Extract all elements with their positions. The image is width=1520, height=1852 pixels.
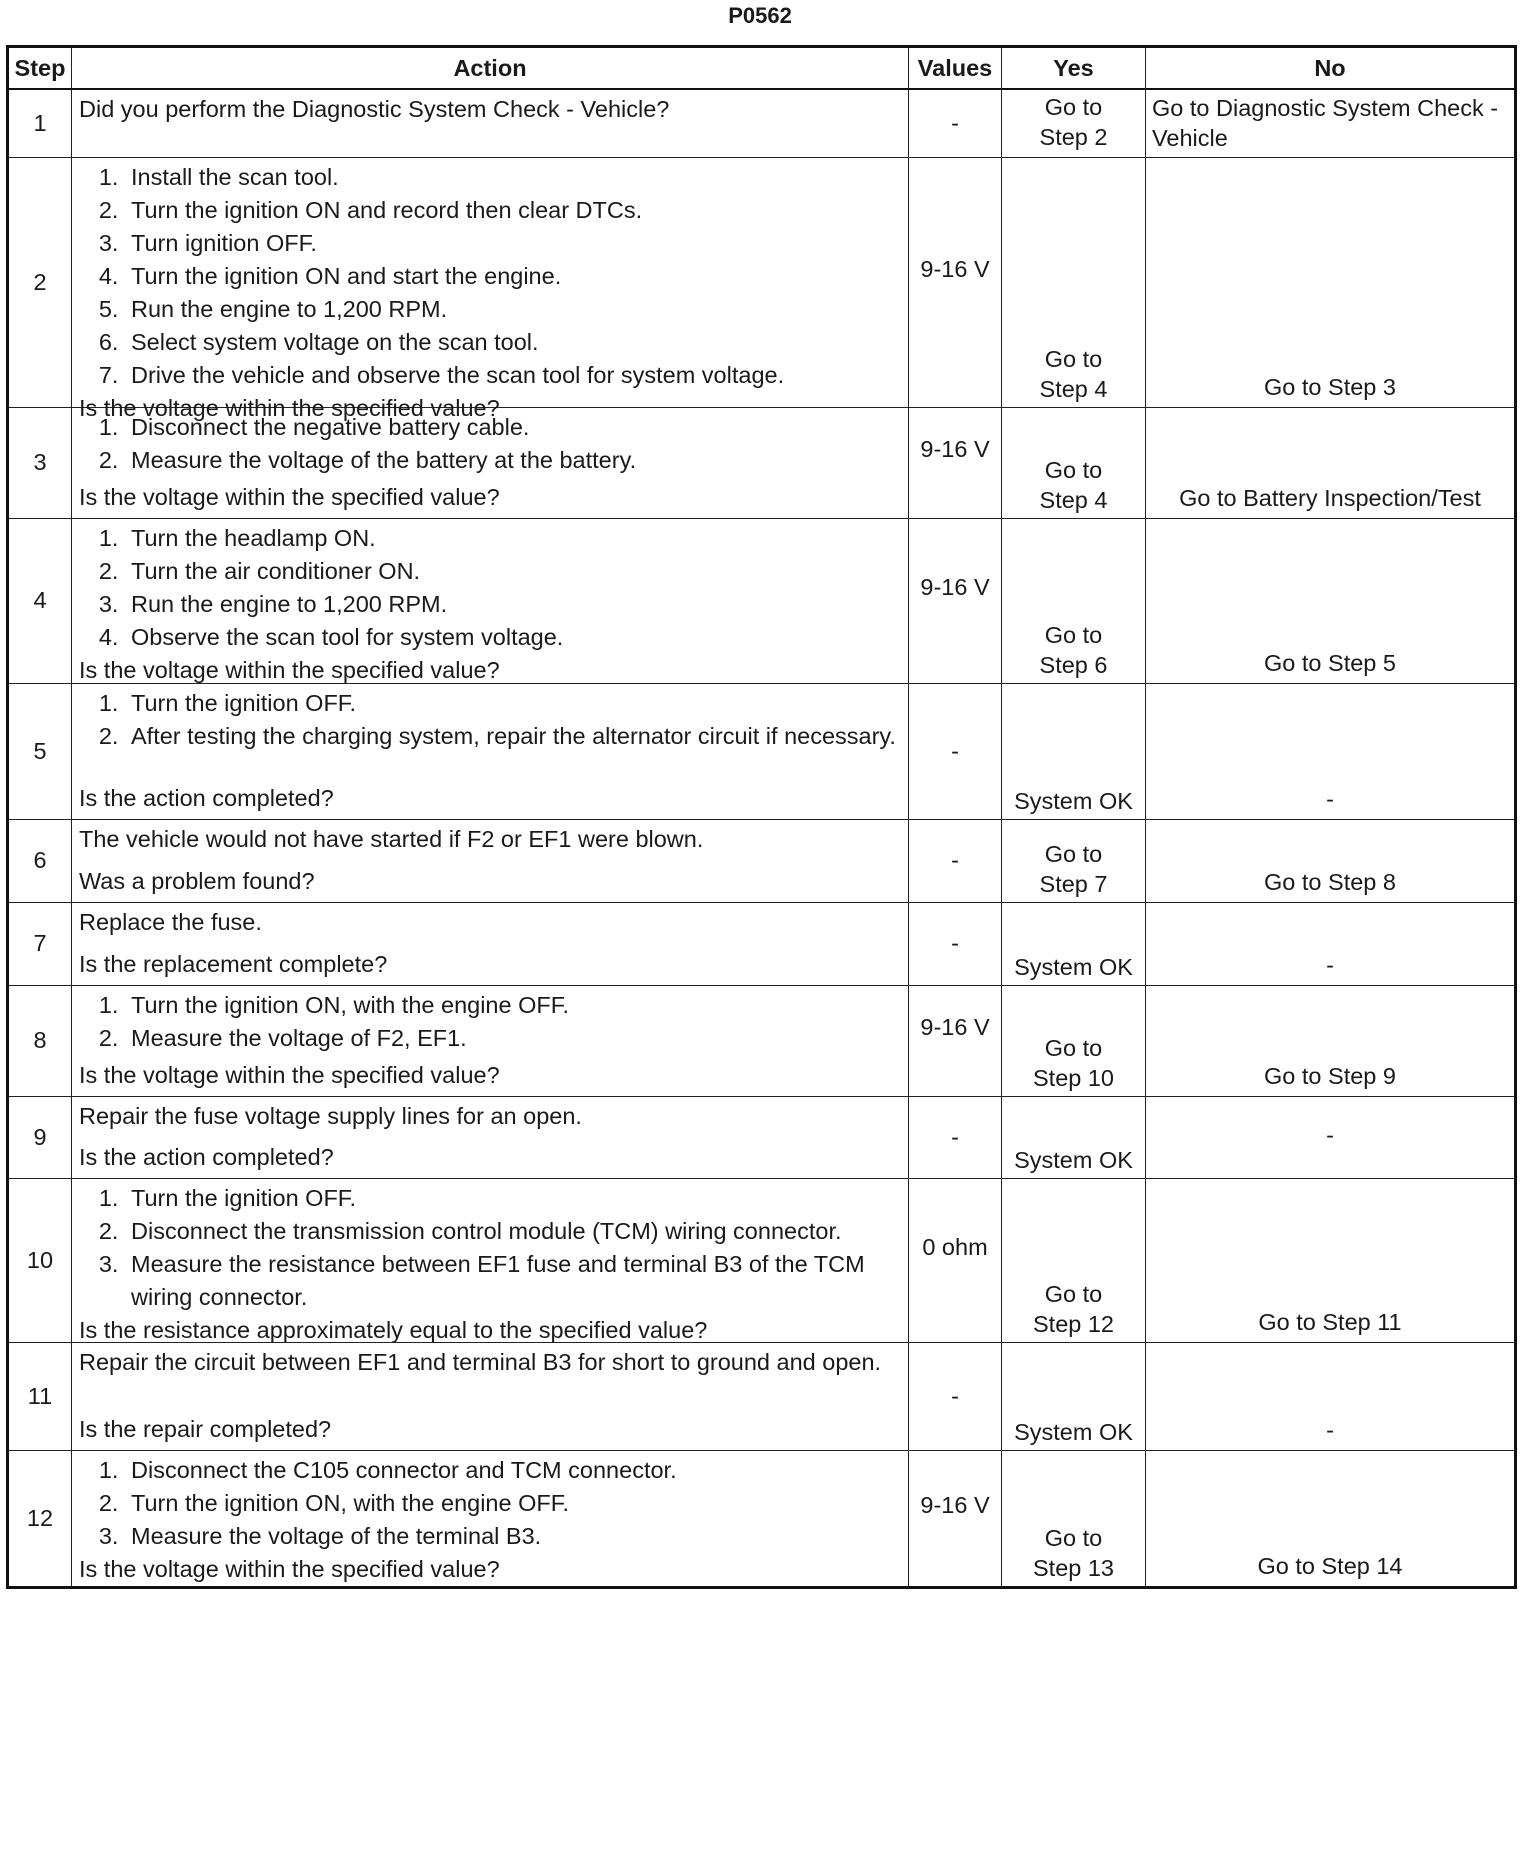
action-steps-list bbox=[79, 522, 900, 654]
yes-cell bbox=[1002, 518, 1146, 683]
action-question: Is the voltage within the specified value? bbox=[79, 1061, 500, 1088]
action-instructions bbox=[79, 906, 900, 939]
step-number: 9 bbox=[8, 1096, 72, 1178]
action-steps-list bbox=[79, 1182, 900, 1314]
action-instructions bbox=[79, 1346, 900, 1379]
step-number: 1 bbox=[8, 89, 72, 157]
value-cell: 9-16 V bbox=[909, 985, 1002, 1096]
action-cell bbox=[72, 1178, 909, 1342]
table-row bbox=[8, 683, 1516, 819]
list-item: 4. Turn the ignition ON and start the engine. bbox=[125, 260, 900, 293]
header-step: Step bbox=[8, 47, 72, 90]
yes-cell bbox=[1002, 902, 1146, 985]
no-cell: - bbox=[1146, 902, 1516, 985]
yes-cell bbox=[1002, 1342, 1146, 1450]
step-number: 4 bbox=[8, 518, 72, 683]
value-cell: - bbox=[909, 683, 1002, 819]
step-number: 12 bbox=[8, 1450, 72, 1587]
value-cell: 9-16 V bbox=[909, 518, 1002, 683]
yes-cell bbox=[1002, 1450, 1146, 1587]
action-cell bbox=[72, 902, 909, 985]
step-number: 5 bbox=[8, 683, 72, 819]
action-cell bbox=[72, 1450, 909, 1587]
yes-cell bbox=[1002, 985, 1146, 1096]
action-content bbox=[79, 522, 900, 683]
no-cell: - bbox=[1146, 1096, 1516, 1178]
no-cell: Go to Diagnostic System Check - Vehicle bbox=[1146, 89, 1516, 157]
table-row bbox=[8, 1178, 1516, 1342]
action-question: Is the replacement complete? bbox=[79, 950, 388, 977]
action-instructions bbox=[79, 1454, 900, 1553]
list-item: 3. Measure the voltage of the terminal B3. bbox=[125, 1520, 900, 1553]
header-no: No bbox=[1146, 47, 1516, 90]
table-row bbox=[8, 157, 1516, 407]
header-yes: Yes bbox=[1002, 47, 1146, 90]
action-question: Was a problem found? bbox=[79, 867, 315, 894]
yes-text: System OK bbox=[1014, 1146, 1133, 1173]
step-number: 6 bbox=[8, 819, 72, 902]
table-row bbox=[8, 819, 1516, 902]
yes-text: Go to Step 13 bbox=[1032, 1524, 1114, 1581]
table-row bbox=[8, 89, 1516, 157]
yes-cell bbox=[1002, 157, 1146, 407]
action-question: Is the action completed? bbox=[79, 1143, 334, 1170]
action-content bbox=[79, 823, 900, 898]
action-instructions bbox=[79, 93, 900, 126]
list-item: 3. Measure the resistance between EF1 fuse and terminal B3 of the TCM wiring connector. bbox=[125, 1248, 900, 1314]
action-steps-list bbox=[79, 687, 900, 753]
action-steps-list bbox=[79, 411, 900, 477]
action-question: Is the action completed? bbox=[79, 784, 334, 811]
action-text: Did you perform the Diagnostic System Check - Vehicle? bbox=[79, 96, 670, 122]
no-cell: Go to Step 3 bbox=[1146, 157, 1516, 407]
header-values: Values bbox=[909, 47, 1002, 90]
list-item: 7. Drive the vehicle and observe the scan tool for system voltage. bbox=[125, 359, 900, 392]
action-content bbox=[79, 93, 900, 153]
list-item: 2. Turn the air conditioner ON. bbox=[125, 555, 900, 588]
action-content bbox=[79, 411, 900, 514]
yes-text: System OK bbox=[1014, 787, 1133, 814]
list-item: 1. Disconnect the C105 connector and TCM connector. bbox=[125, 1454, 900, 1487]
action-cell bbox=[72, 683, 909, 819]
diagnostic-table bbox=[6, 45, 1517, 1589]
value-cell: 0 ohm bbox=[909, 1178, 1002, 1342]
action-text: Replace the fuse. bbox=[79, 908, 262, 935]
list-item: 6. Select system voltage on the scan tool. bbox=[125, 326, 900, 359]
action-question: Is the voltage within the specified value? bbox=[79, 394, 500, 421]
value-cell: - bbox=[909, 819, 1002, 902]
step-number: 11 bbox=[8, 1342, 72, 1450]
action-text: The vehicle would not have started if F2 or EF1 were blown. bbox=[79, 825, 704, 852]
yes-cell bbox=[1002, 1096, 1146, 1178]
step-number: 10 bbox=[8, 1178, 72, 1342]
list-item: 3. Turn ignition OFF. bbox=[125, 227, 900, 260]
header-action: Action bbox=[72, 47, 909, 90]
no-cell: - bbox=[1146, 683, 1516, 819]
yes-text: Go to Step 12 bbox=[1032, 1280, 1114, 1337]
list-item: 1. Turn the ignition OFF. bbox=[125, 687, 900, 720]
action-steps-list bbox=[79, 1454, 900, 1553]
list-item: 1. Turn the headlamp ON. bbox=[125, 522, 900, 555]
list-item: 1. Turn the ignition OFF. bbox=[125, 1182, 900, 1215]
action-content bbox=[79, 1346, 900, 1446]
list-item: 2. Measure the voltage of the battery at the battery. bbox=[125, 444, 900, 477]
action-instructions bbox=[79, 161, 900, 392]
list-item: 2. Turn the ignition ON, with the engine OFF. bbox=[125, 1487, 900, 1520]
table-row bbox=[8, 1342, 1516, 1450]
list-item: 1. Install the scan tool. bbox=[125, 161, 900, 194]
table-row bbox=[8, 902, 1516, 985]
action-instructions bbox=[79, 411, 900, 477]
action-content bbox=[79, 1182, 900, 1343]
no-cell: Go to Step 5 bbox=[1146, 518, 1516, 683]
action-cell bbox=[72, 89, 909, 157]
no-cell: Go to Step 9 bbox=[1146, 985, 1516, 1096]
table-row bbox=[8, 1450, 1516, 1587]
action-cell bbox=[72, 518, 909, 683]
no-cell: Go to Step 11 bbox=[1146, 1178, 1516, 1342]
table-body bbox=[8, 89, 1516, 1587]
action-instructions bbox=[79, 989, 900, 1055]
action-question: Is the repair completed? bbox=[79, 1415, 332, 1442]
step-number: 3 bbox=[8, 407, 72, 518]
action-cell bbox=[72, 985, 909, 1096]
yes-cell bbox=[1002, 683, 1146, 819]
action-content bbox=[79, 1100, 900, 1174]
yes-cell bbox=[1002, 819, 1146, 902]
table-row bbox=[8, 985, 1516, 1096]
action-cell bbox=[72, 1096, 909, 1178]
action-content bbox=[79, 1454, 900, 1583]
value-cell: - bbox=[909, 1342, 1002, 1450]
action-instructions bbox=[79, 823, 900, 856]
list-item: 1. Disconnect the negative battery cable. bbox=[125, 411, 900, 444]
yes-text: Go to Step 7 bbox=[1039, 840, 1108, 897]
action-cell bbox=[72, 157, 909, 421]
value-cell: - bbox=[909, 89, 1002, 157]
yes-text: Go to Step 4 bbox=[1039, 456, 1108, 513]
action-content bbox=[79, 687, 900, 815]
yes-text: Go to Step 10 bbox=[1032, 1034, 1114, 1091]
action-content bbox=[79, 906, 900, 981]
yes-text: Go to Step 6 bbox=[1039, 621, 1108, 678]
value-cell: 9-16 V bbox=[909, 407, 1002, 518]
action-steps-list bbox=[79, 989, 900, 1055]
table-row bbox=[8, 1096, 1516, 1178]
yes-text: Go to Step 4 bbox=[1039, 345, 1108, 402]
yes-cell bbox=[1002, 89, 1146, 157]
value-cell: 9-16 V bbox=[909, 157, 1002, 407]
yes-text: System OK bbox=[1014, 1418, 1133, 1445]
action-question: Is the resistance approximately equal to the specified value? bbox=[79, 1316, 708, 1343]
step-number: 7 bbox=[8, 902, 72, 985]
yes-text: Go to Step 2 bbox=[1039, 93, 1108, 150]
yes-cell bbox=[1002, 407, 1146, 518]
list-item: 3. Run the engine to 1,200 RPM. bbox=[125, 588, 900, 621]
action-cell bbox=[72, 819, 909, 902]
no-cell: - bbox=[1146, 1342, 1516, 1450]
no-cell: Go to Step 14 bbox=[1146, 1450, 1516, 1587]
action-text: Repair the fuse voltage supply lines for an open. bbox=[79, 1102, 582, 1129]
list-item: 2. After testing the charging system, repair the alternator circuit if necessary. bbox=[125, 720, 900, 753]
action-question: Is the voltage within the specified value? bbox=[79, 483, 500, 510]
yes-cell bbox=[1002, 1178, 1146, 1342]
step-number: 2 bbox=[8, 157, 72, 407]
yes-text: System OK bbox=[1014, 953, 1133, 980]
list-item: 5. Run the engine to 1,200 RPM. bbox=[125, 293, 900, 326]
action-cell bbox=[72, 407, 909, 518]
table-row bbox=[8, 407, 1516, 518]
value-cell: 9-16 V bbox=[909, 1450, 1002, 1587]
action-question: Is the voltage within the specified value? bbox=[79, 1555, 500, 1582]
value-cell: - bbox=[909, 902, 1002, 985]
action-instructions bbox=[79, 1100, 900, 1133]
action-content bbox=[79, 989, 900, 1092]
table-header-row bbox=[8, 47, 1516, 90]
no-cell: Go to Battery Inspection/Test bbox=[1146, 407, 1516, 518]
action-cell bbox=[72, 1342, 909, 1450]
list-item: 2. Measure the voltage of F2, EF1. bbox=[125, 1022, 900, 1055]
action-steps-list bbox=[79, 161, 900, 392]
step-number: 8 bbox=[8, 985, 72, 1096]
page-title: P0562 bbox=[728, 3, 792, 28]
list-item: 2. Turn the ignition ON and record then clear DTCs. bbox=[125, 194, 900, 227]
no-cell: Go to Step 8 bbox=[1146, 819, 1516, 902]
action-instructions bbox=[79, 522, 900, 654]
list-item: 2. Disconnect the transmission control module (TCM) wiring connector. bbox=[125, 1215, 900, 1248]
table-row bbox=[8, 518, 1516, 683]
list-item: 4. Observe the scan tool for system voltage. bbox=[125, 621, 900, 654]
action-text: Repair the circuit between EF1 and terminal B3 for short to ground and open. bbox=[79, 1348, 882, 1375]
list-item: 1. Turn the ignition ON, with the engine OFF. bbox=[125, 989, 900, 1022]
action-instructions bbox=[79, 1182, 900, 1314]
action-instructions bbox=[79, 687, 900, 753]
value-cell: - bbox=[909, 1096, 1002, 1178]
action-content bbox=[79, 161, 900, 421]
action-question: Is the voltage within the specified value? bbox=[79, 656, 500, 683]
